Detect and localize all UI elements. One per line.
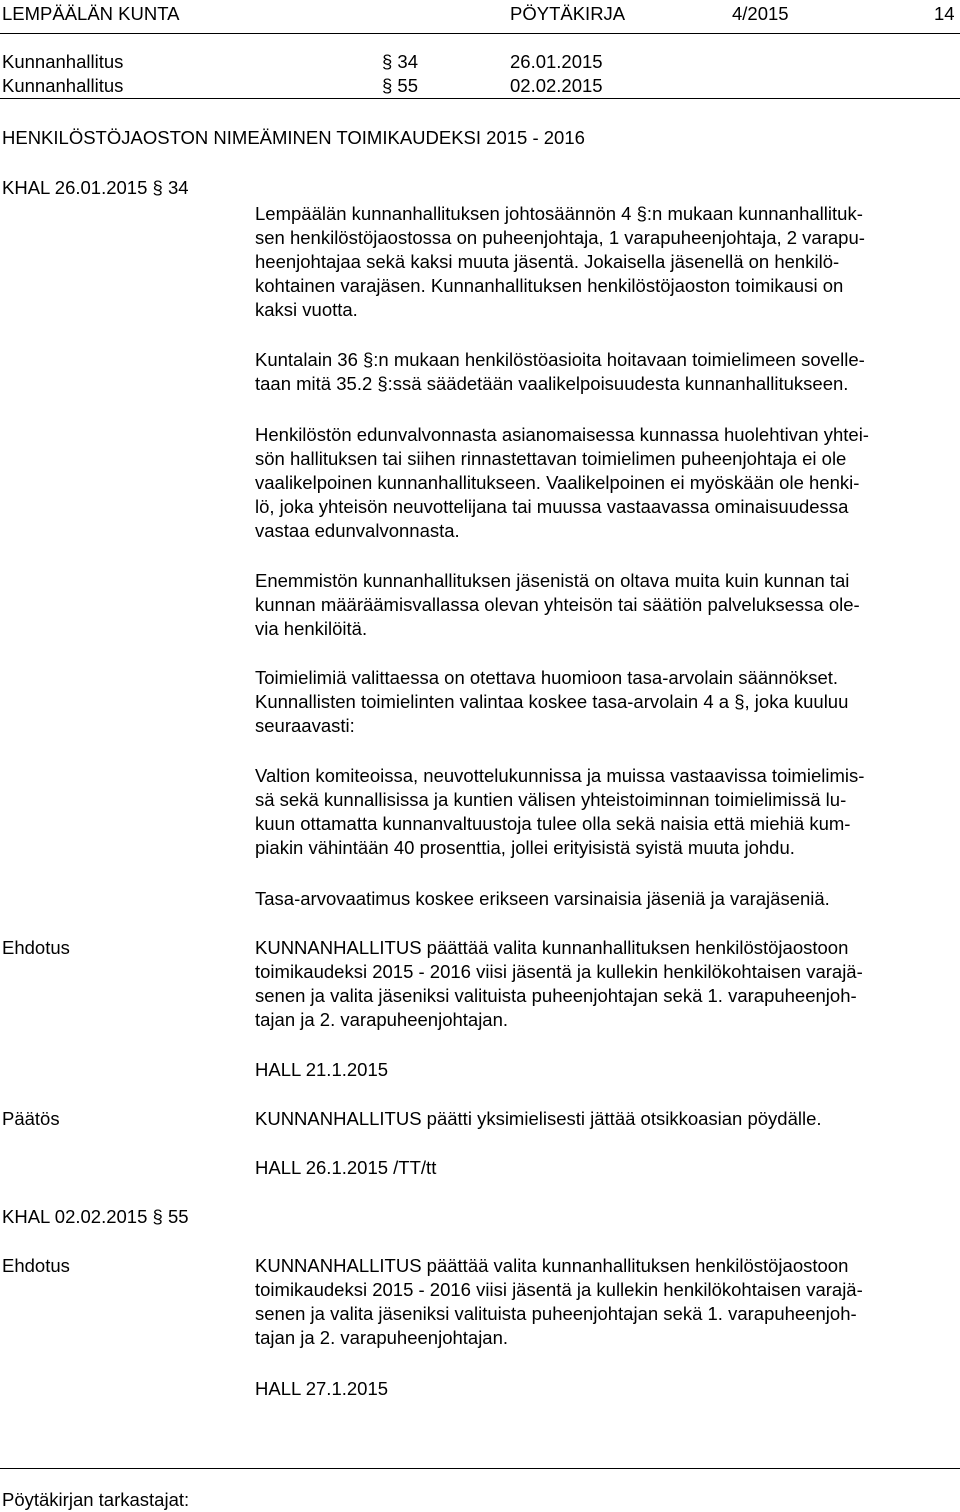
doc-type: PÖYTÄKIRJA: [510, 3, 626, 24]
meeting-date: 02.02.2015: [510, 75, 603, 96]
hall-note: HALL 21.1.2015: [255, 1059, 389, 1080]
meeting-section: § 55: [382, 75, 419, 96]
text-line: KUNNANHALLITUS päättää valita kunnanhallituksen henkilöstöjaostoon: [255, 937, 849, 958]
text-line: seuraavasti:: [255, 715, 355, 736]
text-line: kuun ottamatta kunnanvaltuustoja tulee olla sekä naisia että miehiä kum-: [255, 813, 851, 834]
hall-note: HALL 26.1.2015 /TT/tt: [255, 1157, 437, 1178]
khal-heading: KHAL 02.02.2015 § 55: [2, 1206, 189, 1227]
text-line: toimikaudeksi 2015 - 2016 viisi jäsentä ja kullekin henkilökohtaisen varajä-: [255, 1279, 863, 1300]
text-line: Tasa-arvovaatimus koskee erikseen varsinaisia jäseniä ja varajäseniä.: [255, 888, 830, 909]
ehdotus-label: Ehdotus: [2, 937, 70, 958]
text-line: tajan ja 2. varapuheenjohtajan.: [255, 1009, 509, 1030]
footer-label: Pöytäkirjan tarkastajat:: [2, 1489, 190, 1510]
text-line: Valtion komiteoissa, neuvottelukunnissa ja muissa vastaavissa toimielimis-: [255, 765, 865, 786]
paragraph: [255, 569, 955, 641]
text-line: vastaa edunvalvonnasta.: [255, 520, 460, 541]
text-line: via henkilöitä.: [255, 618, 368, 639]
ehdotus-label: Ehdotus: [2, 1255, 70, 1276]
text-line: taan mitä 35.2 §:ssä säädetään vaalikelpoisuudesta kunnanhallitukseen.: [255, 373, 849, 394]
paragraph: [255, 887, 955, 911]
hall-note: HALL 27.1.2015: [255, 1378, 389, 1399]
meeting-date: 26.01.2015: [510, 51, 603, 72]
proposal-text: [255, 1254, 955, 1350]
text-line: Toimielimiä valittaessa on otettava huomioon tasa-arvolain säännökset.: [255, 667, 839, 688]
paragraph: [255, 348, 955, 396]
page-title: HENKILÖSTÖJAOSTON NIMEÄMINEN TOIMIKAUDEKSI 2015 - 2016: [2, 127, 585, 148]
paatos-label: Päätös: [2, 1108, 60, 1129]
text-line: vaalikelpoinen kunnanhallitukseen. Vaalikelpoinen ei myöskään ole henki-: [255, 472, 860, 493]
text-line: sä sekä kunnallisissa ja kuntien välisen yhteistoiminnan toimielimissä lu-: [255, 789, 847, 810]
text-line: senen ja valita jäseniksi valituista puheenjohtajan sekä 1. varapuheenjoh-: [255, 985, 857, 1006]
proposal-text: [255, 936, 955, 1032]
text-line: sön hallituksen tai siihen rinnastettavan toimielimen puheenjohtaja ei ole: [255, 448, 847, 469]
text-line: Enemmistön kunnanhallituksen jäsenistä on oltava muita kuin kunnan tai: [255, 570, 850, 591]
text-line: Lempäälän kunnanhallituksen johtosäännön 4 §:n mukaan kunnanhallituk-: [255, 203, 863, 224]
page-number: 14: [934, 3, 955, 24]
meeting-body: Kunnanhallitus: [2, 51, 124, 72]
text-line: toimikaudeksi 2015 - 2016 viisi jäsentä ja kullekin henkilökohtaisen varajä-: [255, 961, 863, 982]
paragraph: [255, 202, 955, 322]
text-line: piakin vähintään 40 prosenttia, jollei erityisistä syistä muuta johdu.: [255, 837, 795, 858]
org-name: LEMPÄÄLÄN KUNTA: [2, 3, 180, 24]
text-line: kohtainen varajäsen. Kunnanhallituksen henkilöstöjaoston toimikausi on: [255, 275, 844, 296]
text-line: tajan ja 2. varapuheenjohtajan.: [255, 1327, 509, 1348]
paragraph: [255, 666, 955, 738]
text-line: Kuntalain 36 §:n mukaan henkilöstöasioita hoitavaan toimielimeen sovelle-: [255, 349, 865, 370]
meetings-rule: [0, 98, 960, 99]
meeting-section: § 34: [382, 51, 419, 72]
text-line: senen ja valita jäseniksi valituista puheenjohtajan sekä 1. varapuheenjoh-: [255, 1303, 857, 1324]
doc-number: 4/2015: [732, 3, 789, 24]
text-line: KUNNANHALLITUS päättää valita kunnanhallituksen henkilöstöjaostoon: [255, 1255, 849, 1276]
text-line: sen henkilöstöjaostossa on puheenjohtaja, 1 varapuheenjohtaja, 2 varapu-: [255, 227, 865, 248]
text-line: Kunnallisten toimielinten valintaa koskee tasa-arvolain 4 a §, joka kuuluu: [255, 691, 849, 712]
meeting-body: Kunnanhallitus: [2, 75, 124, 96]
paragraph: [255, 764, 955, 860]
header-rule: [0, 33, 960, 34]
decision-text: KUNNANHALLITUS päätti yksimielisesti jättää otsikkoasian pöydälle.: [255, 1108, 822, 1129]
text-line: lö, joka yhteisön neuvottelijana tai muussa vastaavassa ominaisuudessa: [255, 496, 849, 517]
text-line: Henkilöstön edunvalvonnasta asianomaisessa kunnassa huolehtivan yhtei-: [255, 424, 869, 445]
footer-rule: [0, 1468, 960, 1469]
text-line: heenjohtajaa sekä kaksi muuta jäsentä. Jokaisella jäsenellä on henkilö-: [255, 251, 840, 272]
paragraph: [255, 423, 955, 543]
text-line: kunnan määräämisvallassa olevan yhteisön tai säätiön palveluksessa ole-: [255, 594, 860, 615]
text-line: kaksi vuotta.: [255, 299, 358, 320]
khal-heading: KHAL 26.01.2015 § 34: [2, 177, 189, 198]
